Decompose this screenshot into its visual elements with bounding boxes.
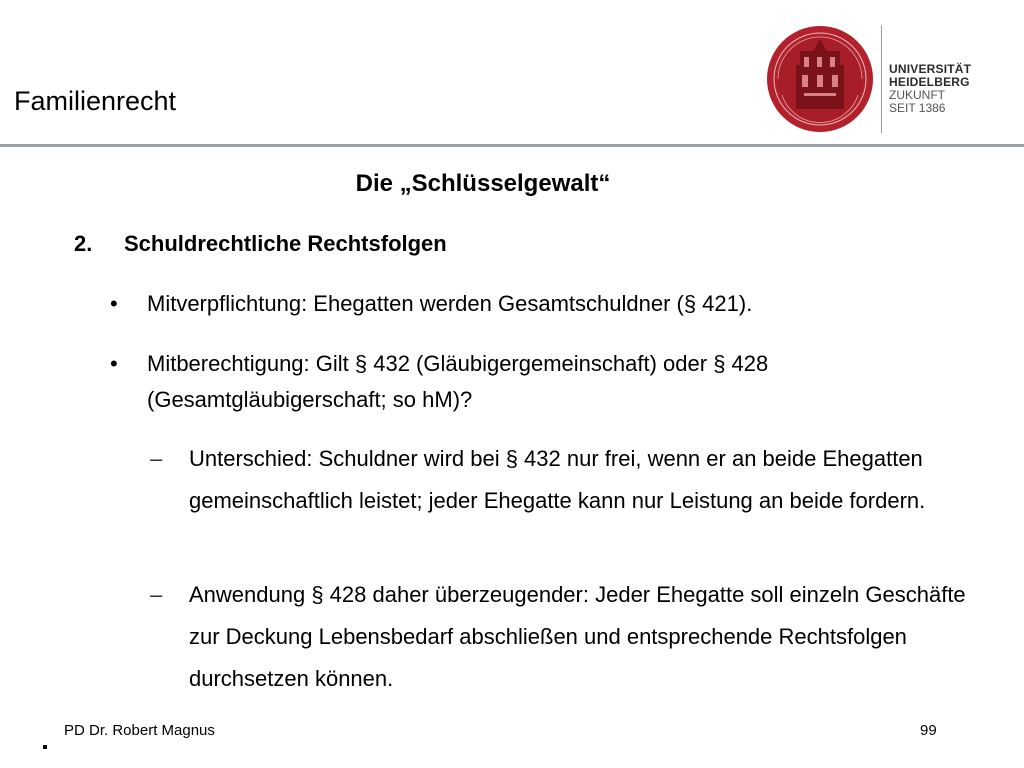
footer-page-number: 99 [920, 722, 937, 739]
bullet-text: Mitverpflichtung: Ehegatten werden Gesamtschuldner (§ 421). [147, 291, 753, 316]
bullet-item [110, 346, 910, 418]
dash-icon: – [150, 582, 163, 607]
dash-icon: – [150, 446, 163, 471]
bullet-icon: • [110, 291, 118, 316]
footer-author: PD Dr. Robert Magnus [64, 722, 215, 739]
sub-bullet-item [150, 574, 980, 700]
section-heading [74, 231, 447, 257]
bullet-item [110, 286, 910, 322]
logo-divider [881, 25, 882, 133]
bullet-icon: • [110, 351, 118, 376]
logo-line-3: ZUKUNFT [889, 88, 945, 102]
logo-line-2: HEIDELBERG [889, 75, 970, 89]
logo-line-1: UNIVERSITÄT [889, 62, 972, 76]
sub-bullet-text: Anwendung § 428 daher überzeugender: Jeder Ehegatte soll einzeln Geschäfte zur Deckung Lebensbedarf abschließen und entsprechende Rechtsfolgen durchsetzen können. [189, 582, 966, 691]
bullet-text: Mitberechtigung: Gilt § 432 (Gläubigergemeinschaft) oder § 428 (Gesamtgläubigerschaft; so hM)? [147, 351, 769, 412]
course-title: Familienrecht [14, 86, 177, 116]
header-divider [0, 144, 1024, 147]
university-seal-logo [766, 25, 874, 133]
slide-title: Die „Schlüsselgewalt“ [355, 170, 611, 197]
section-label: Schuldrechtliche Rechtsfolgen [124, 231, 447, 256]
section-number: 2. [74, 231, 93, 256]
logo-line-4: SEIT 1386 [889, 101, 946, 115]
university-logo-text [889, 63, 971, 115]
decorative-dot [43, 745, 47, 749]
sub-bullet-text: Unterschied: Schuldner wird bei § 432 nur frei, wenn er an beide Ehegatten gemeinschaftlich leistet; jeder Ehegatte kann nur Leistung an beide fordern. [189, 446, 926, 513]
sub-bullet-item [150, 438, 980, 522]
